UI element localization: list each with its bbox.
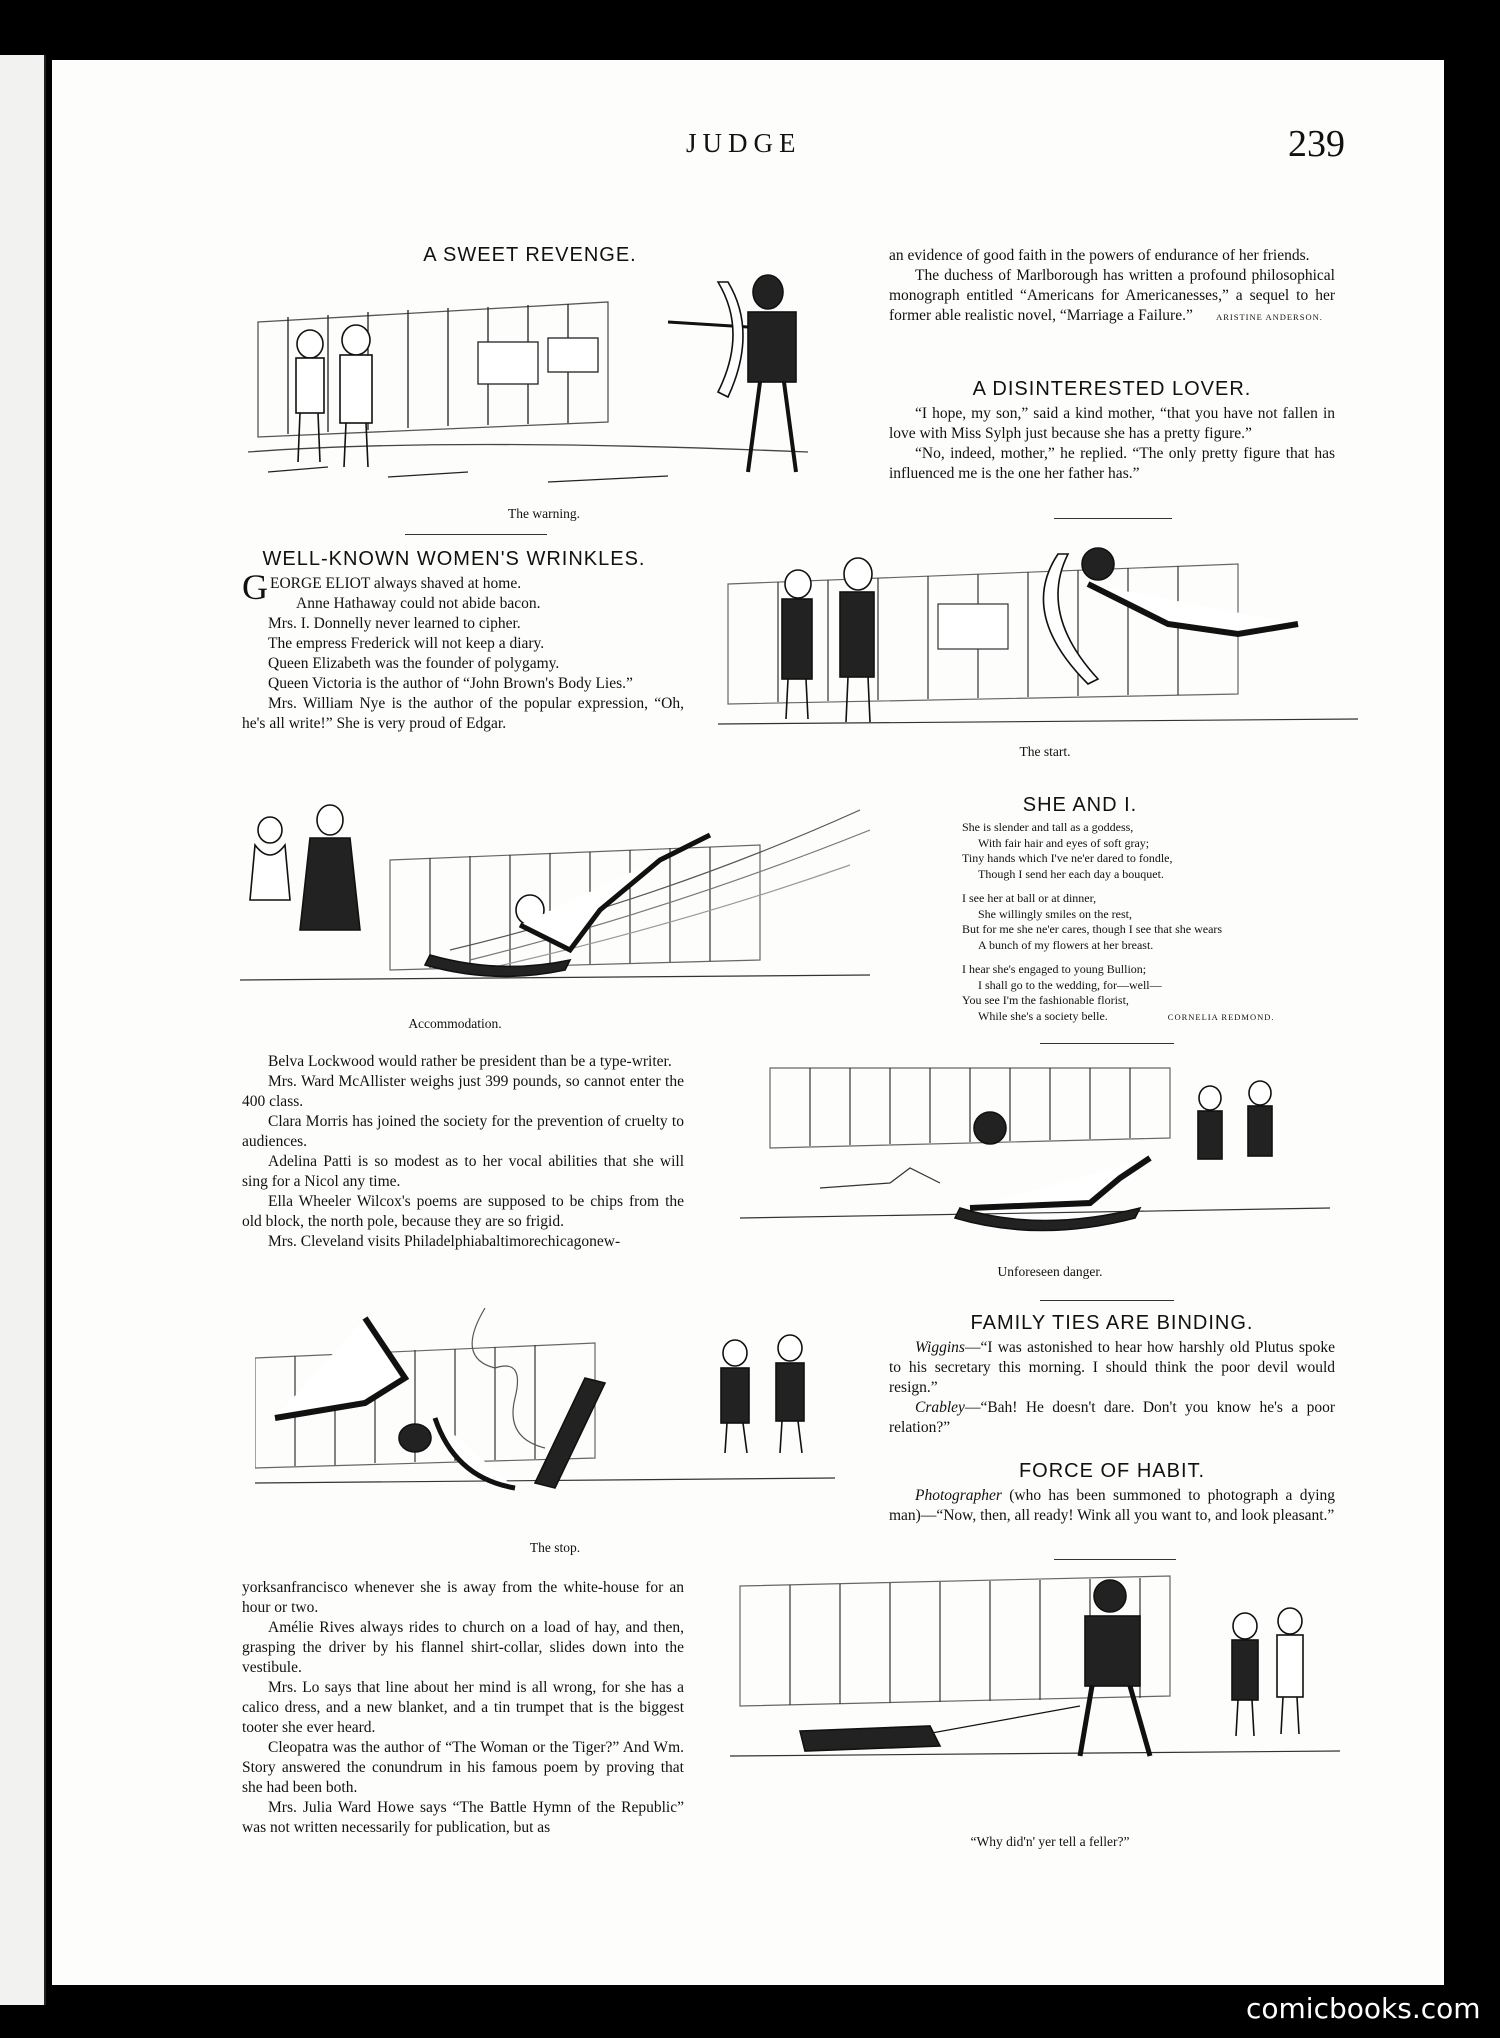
illustration-accommodation (240, 790, 870, 1010)
adjacent-page-edge (0, 55, 46, 2005)
running-title: JUDGE (686, 128, 802, 158)
poem-line: I hear she's engaged to young Bullion; (962, 962, 1147, 976)
poem-line: She willingly smiles on the rest, (978, 906, 1132, 921)
caption-the-start: The start. (1019, 744, 1071, 759)
poem-line: With fair hair and eyes of soft gray; (978, 835, 1150, 850)
watermark: comicbooks.com (1246, 1992, 1481, 2025)
poem-line: I shall go to the wedding, for—well— (978, 977, 1162, 992)
drop-cap: G (242, 567, 268, 607)
wrinkles-paragraph: an evidence of good faith in the powers of endurance of her friends. (889, 247, 1310, 264)
wrinkles-part2 (242, 1052, 684, 1252)
caption-accommodation: Accommodation. (408, 1016, 502, 1031)
wrinkles-paragraph: Mrs. Julia Ward Howe says “The Battle Hymn of the Republic” was not written necessarily for publication, but as (242, 1799, 684, 1836)
lover-paragraph: “I hope, my son,” said a kind mother, “that you have not fallen in love with Miss Sylph just because she has a pretty figure.” (889, 405, 1335, 442)
caption-the-warning: The warning. (508, 506, 580, 521)
separator-rule (1054, 518, 1172, 519)
sweet-revenge-title: A SWEET REVENGE. (423, 244, 637, 266)
signature-aristine-anderson: ARISTINE ANDERSON. (1216, 312, 1323, 322)
illustration-the-warning (248, 262, 840, 502)
illustration-why-didnt-yer-tell (730, 1566, 1340, 1776)
wrinkles-paragraph: The empress Frederick will not keep a diary. (268, 635, 545, 652)
separator-rule (1040, 1043, 1174, 1044)
disinterested-lover-text (889, 404, 1335, 484)
caption-why-didnt-yer-tell: “Why did'n' yer tell a feller?” (970, 1834, 1130, 1849)
lover-paragraph: “No, indeed, mother,” he replied. “The only pretty figure that has influenced me is the one her father has.” (889, 445, 1335, 482)
wrinkles-paragraph: yorksanfrancisco whenever she is away from the white-house for an hour or two. (242, 1579, 684, 1616)
dialogue-crabley: Crabley—“Bah! He doesn't dare. Don't you know he's a poor relation?” (889, 1399, 1335, 1436)
poem-line: She is slender and tall as a goddess, (962, 820, 1134, 834)
wrinkles-paragraph: Adelina Patti is so modest as to her vocal abilities that she will sing for a Nicol any time. (242, 1153, 684, 1190)
signature-cornelia-redmond: CORNELIA REDMOND. (1167, 1011, 1275, 1022)
she-and-i-title: SHE AND I. (1022, 794, 1138, 816)
wrinkles-paragraph: Mrs. Cleveland visits Philadelphiabaltimorechicagonew- (268, 1233, 621, 1250)
wrinkles-paragraph: Clara Morris has joined the society for the prevention of cruelty to audiences. (242, 1113, 684, 1150)
wrinkles-paragraph: Belva Lockwood would rather be president than be a type-writer. (268, 1053, 672, 1070)
poem-line: Tiny hands which I've ne'er dared to fondle, (962, 851, 1173, 865)
separator-rule (405, 534, 547, 535)
she-and-i-poem (962, 820, 1342, 1025)
poem-line: Though I send her each day a bouquet. (978, 866, 1164, 881)
disinterested-lover-title: A DISINTERESTED LOVER. (972, 378, 1252, 400)
wrinkles-paragraph: Mrs. William Nye is the author of the popular expression, “Oh, he's all write!” She is very proud of Edgar. (242, 695, 684, 732)
wrinkles-paragraph: Anne Hathaway could not abide bacon. (296, 595, 541, 612)
wrinkles-title: WELL-KNOWN WOMEN'S WRINKLES. (262, 548, 646, 570)
wrinkles-paragraph: Mrs. I. Donnelly never learned to cipher. (268, 615, 521, 632)
wrinkles-paragraph: Queen Elizabeth was the founder of polygamy. (268, 655, 560, 672)
wrinkles-part1 (242, 567, 684, 734)
poem-line: While she's a society belle. CORNELIA REDMOND. (978, 1008, 1275, 1023)
caption-the-stop: The stop. (529, 1540, 581, 1555)
poem-line: I see her at ball or at dinner, (962, 891, 1097, 905)
poem-line: You see I'm the fashionable florist, (962, 993, 1129, 1007)
force-of-habit-title: FORCE OF HABIT. (1018, 1460, 1206, 1482)
wrinkles-paragraph: Queen Victoria is the author of “John Brown's Body Lies.” (268, 675, 633, 692)
illustration-the-stop (255, 1298, 835, 1536)
poem-line: A bunch of my flowers at her breast. (978, 937, 1154, 952)
family-ties-title: FAMILY TIES ARE BINDING. (970, 1312, 1254, 1334)
separator-rule (1054, 1559, 1176, 1560)
force-of-habit-text (889, 1486, 1335, 1526)
poem-line: But for me she ne'er cares, though I see that she wears (962, 922, 1223, 936)
separator-rule (1040, 1300, 1174, 1301)
wrinkles-part3 (242, 1578, 684, 1838)
wrinkles-first-line: GEORGE ELIOT always shaved at home. (242, 567, 522, 607)
force-of-habit-paragraph: Photographer (who has been summoned to photograph a dying man)—“Now, then, all ready! Wink all you want to, and look pleasant.” (889, 1487, 1335, 1524)
wrinkles-paragraph: Mrs. Lo says that line about her mind is all wrong, for she has a calico dress, and a new blanket, and a tin trumpet that is the biggest tooter she ever heard. (242, 1679, 684, 1736)
wrinkles-paragraph: Ella Wheeler Wilcox's poems are supposed to be chips from the old block, the north pole, because they are so frigid. (242, 1193, 684, 1230)
wrinkles-paragraph: Mrs. Ward McAllister weighs just 399 pounds, so cannot enter the 400 class. (242, 1073, 684, 1110)
family-ties-text (889, 1338, 1335, 1438)
illustration-unforeseen-danger (740, 1058, 1330, 1260)
page-number: 239 (1288, 123, 1345, 165)
wrinkles-paragraph: The duchess of Marlborough has written a profound philosophical monograph entitled “Americans for Americanesses,” a sequel to her former able realistic novel, “Marriage a Failure.” ARISTINE ANDERSON. (889, 267, 1335, 324)
caption-unforeseen-danger: Unforeseen danger. (997, 1264, 1103, 1279)
wrinkles-paragraph: Amélie Rives always rides to church on a load of hay, and then, grasping the driver by his flannel shirt-collar, slides down into the vestibule. (242, 1619, 684, 1676)
dialogue-wiggins: Wiggins—“I was astonished to hear how harshly old Plutus spoke to his secretary this morning. I should think the poor devil would resign.” (889, 1339, 1335, 1396)
illustration-the-start (718, 524, 1358, 742)
wrinkles-paragraph: Cleopatra was the author of “The Woman or the Tiger?” And Wm. Story answered the conundrum in his famous poem by proving that she had been both. (242, 1739, 684, 1796)
wrinkles-continued (889, 246, 1335, 327)
